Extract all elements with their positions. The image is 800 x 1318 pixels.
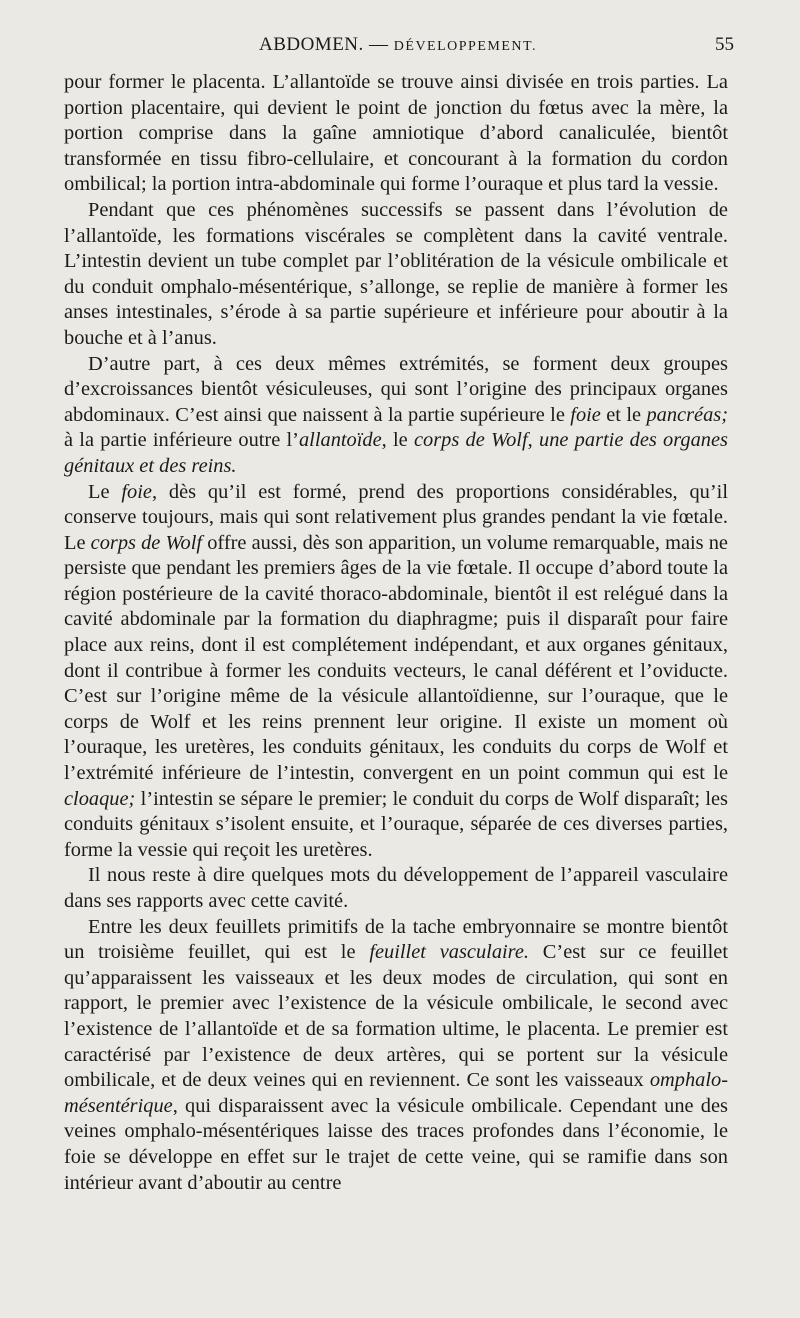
- paragraph-3: [64, 352, 728, 480]
- term-omphalo-mesenterique: omphalo-mésentérique: [64, 1069, 728, 1117]
- running-title: [62, 34, 734, 56]
- body-text: [64, 70, 728, 1196]
- header-title: ABDOMEN.: [258, 34, 364, 55]
- paragraph-2: Pendant que ces phénomènes successifs se passent dans l’évolution de l’allantoïde, les formations viscérales se complètent dans la cavité ventrale. L’intestin devient un tube complet par l’oblitération de la vésicule ombilicale et du conduit omphalo-mésentérique, s’allonge, se replie de manière à former les anses intestinales, s’érode à sa partie supérieure et inférieure pour aboutir à la bouche et à l’anus.: [64, 198, 728, 349]
- p3-text-a: D’autre part, à ces deux mêmes extrémités, se forment deux groupes d’excroissances bientôt vésiculeuses, qui sont l’origine des principaux organes abdominaux. C’est ainsi que naissent à la partie supérieure le: [64, 352, 728, 426]
- paragraph-1: pour former le placenta. L’allantoïde se trouve ainsi divisée en trois parties. La portion placentaire, qui devient le point de jonction du fœtus avec la mère, la portion comprise dans la gaîne amniotique d’abord canaliculée, bientôt transformée en tissu fibro-cellulaire, et concourant à la formation du cordon ombilical; la portion intra-abdominale qui forme l’ouraque et plus tard la vessie.: [64, 71, 728, 196]
- p6-text-c: , qui disparaissent avec la vésicule ombilicale. Cependant une des veines omphalo-mésentériques laisse des traces profondes dans l’économie, le foie se développe en effet sur le trajet de cette veine, qui se ramifie dans son intérieur avant d’aboutir au centre: [64, 1094, 728, 1194]
- term-feuillet-vasculaire: feuillet vasculaire.: [369, 941, 530, 964]
- term-organes-genitaux: une partie des organes génitaux et des reins.: [64, 429, 728, 477]
- p6-text-a: Entre les deux feuillets primitifs de la tache embryonnaire se montre bientôt un troisième feuillet, qui est le: [64, 915, 728, 964]
- p4-text-c: offre aussi, dès son apparition, un volume remarquable, mais ne persiste que pendant les premiers âges de la vie fœtale. Il occupe d’abord toute la région postérieure de la cavité thoraco-abdominale, bientôt il est relégué dans la cavité abdominale par la formation du diaphragme; puis il disparaît pour faire place aux reins, dont il est complétement indépendant, et aux organes génitaux, dont il contribue à former les conduits vecteurs, le canal déférent et l’oviducte. C’est sur l’origine même de la vésicule allantoïdienne, sur l’ouraque, que le corps de Wolf et les reins prennent leur origine. Il existe un moment où l’ouraque, les uretères, les conduits génitaux, les conduits du corps de Wolf et l’extrémité inférieure de l’intestin, convergent en un point commun qui est le: [64, 531, 728, 785]
- paragraph-4: [64, 480, 728, 864]
- paragraph-5: Il nous reste à dire quelques mots du développement de l’appareil vasculaire dans ses rapports avec cette cavité.: [64, 864, 728, 912]
- p3-text-d: , le: [381, 429, 414, 452]
- term-allantoide: allantoïde: [298, 429, 382, 452]
- p4-text-b: , dès qu’il est formé, prend des proportions considérables, qu’il conserve toujours, mais qui sont relativement plus grandes pendant la vie fœtale. Le: [64, 480, 728, 554]
- term-foie: foie: [570, 403, 601, 426]
- running-header: [62, 34, 734, 60]
- p3-text-b: et le: [600, 403, 647, 426]
- p4-text-a: Le: [88, 480, 122, 503]
- p6-text-b: C’est sur ce feuillet qu’apparaissent les vaisseaux et les deux modes de circulation, qui sont en rapport, le premier avec l’existence de la vésicule ombilicale, le second avec l’existence de l’allantoïde et de sa formation ultime, le placenta. Le premier est caractérisé par l’existence de deux artères, qui se portent sur la vésicule ombilicale, et de deux veines qui en reviennent. Ce sont les vaisseaux: [64, 941, 729, 1092]
- header-subtitle: DÉVELOPPEMENT.: [393, 39, 538, 54]
- p3-text-e: ,: [527, 429, 539, 452]
- header-separator: —: [369, 34, 389, 55]
- paragraph-6: [64, 915, 728, 1197]
- term-cloaque: cloaque;: [64, 787, 136, 810]
- p3-text-c: à la partie inférieure outre l’: [64, 429, 299, 452]
- term-corps-de-wolf: corps de Wolf: [413, 429, 528, 452]
- term-pancreas: pancréas;: [646, 403, 728, 426]
- term-corps-de-wolf: corps de Wolf: [90, 531, 203, 554]
- term-foie: foie: [121, 480, 152, 503]
- p4-text-d: l’intestin se sépare le premier; le conduit du corps de Wolf disparaît; les conduits génitaux s’isolent ensuite, et l’ouraque, séparée de ces diverses parties, forme la vessie qui reçoit les uretères.: [64, 787, 728, 861]
- page-number: 55: [715, 34, 734, 55]
